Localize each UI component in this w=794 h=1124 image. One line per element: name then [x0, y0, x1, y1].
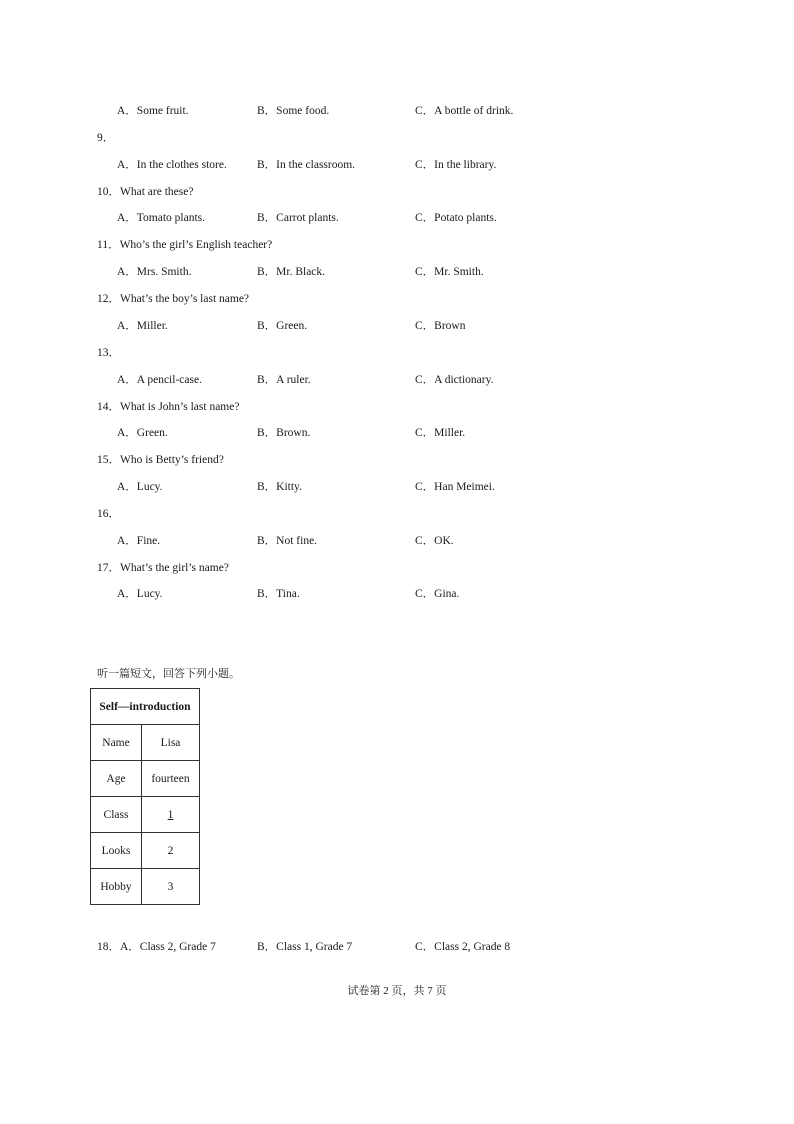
section-instruction: 听一篇短文，回答下列小题。	[97, 667, 240, 680]
q8-option-b: B．Some food.	[257, 105, 330, 117]
question-number: 10．	[97, 186, 120, 198]
question-stem: What is John’s last name?	[120, 401, 240, 413]
table-row	[91, 833, 200, 869]
q17-option-c: C．Gina.	[415, 588, 460, 600]
q12-option-a: A．Miller.	[117, 320, 168, 332]
q16-option-b: B．Not fine.	[257, 535, 318, 547]
table-blank-cell	[142, 797, 200, 833]
question-number: 16．	[97, 508, 120, 520]
self-introduction-table	[90, 688, 200, 905]
q16-option-c: C．OK.	[415, 535, 454, 547]
blank-number: 1	[167, 808, 174, 821]
q17-option-b: B．Tina.	[257, 588, 300, 600]
table-blank-cell: 3	[142, 869, 200, 905]
q8-option-c: C．A bottle of drink.	[415, 105, 514, 117]
q16-option-a: A．Fine.	[117, 535, 161, 547]
table-value-cell: Lisa	[142, 725, 200, 761]
table-row	[91, 797, 200, 833]
question-stem: What are these?	[120, 186, 194, 198]
table-header-row	[91, 689, 200, 725]
q15-option-b: B．Kitty.	[257, 481, 302, 493]
q11-option-b: B．Mr. Black.	[257, 266, 326, 278]
question-number: 17．	[97, 562, 120, 574]
page-footer: 试卷第 2 页，共 7 页	[347, 985, 447, 997]
q12-option-c: C．Brown	[415, 320, 466, 332]
table-row	[91, 869, 200, 905]
table-label-cell: Age	[91, 761, 142, 797]
q10-option-c: C．Potato plants.	[415, 212, 497, 224]
question-stem: What’s the girl’s name?	[120, 562, 229, 574]
table-title: Self—introduction	[91, 689, 200, 725]
q14-option-c: C．Miller.	[415, 427, 466, 439]
q9-option-a: A．In the clothes store.	[117, 159, 227, 171]
q18-option-c: C．Class 2, Grade 8	[415, 941, 511, 953]
q13-option-a: A．A pencil-case.	[117, 374, 202, 386]
question-number: 13．	[97, 347, 120, 359]
question-17	[97, 561, 229, 575]
question-number: 14．	[97, 401, 120, 413]
q18-option-a: 18．A．Class 2, Grade 7	[97, 941, 216, 953]
q11-option-a: A．Mrs. Smith.	[117, 266, 192, 278]
question-11	[97, 238, 272, 252]
table-label-cell: Class	[91, 797, 142, 833]
q9-option-b: B．In the classroom.	[257, 159, 356, 171]
question-9	[97, 131, 114, 145]
q10-option-a: A．Tomato plants.	[117, 212, 205, 224]
table-row	[91, 761, 200, 797]
question-number: 15．	[97, 454, 120, 466]
q18-option-b: B．Class 1, Grade 7	[257, 941, 353, 953]
table-label-cell: Hobby	[91, 869, 142, 905]
table-value-cell: fourteen	[142, 761, 200, 797]
q15-option-a: A．Lucy.	[117, 481, 163, 493]
question-15	[97, 453, 224, 467]
q10-option-b: B．Carrot plants.	[257, 212, 339, 224]
question-stem: Who’s the girl’s English teacher?	[119, 239, 273, 251]
table-blank-cell: 2	[142, 833, 200, 869]
q11-option-c: C．Mr. Smith.	[415, 266, 484, 278]
q17-option-a: A．Lucy.	[117, 588, 163, 600]
question-number: 9．	[97, 132, 115, 144]
q14-option-b: B．Brown.	[257, 427, 311, 439]
table-label-cell: Looks	[91, 833, 142, 869]
question-number: 11．	[97, 239, 120, 251]
question-stem: What’s the boy’s last name?	[120, 293, 250, 305]
question-stem: Who is Betty’s friend?	[120, 454, 224, 466]
question-number: 12．	[97, 293, 120, 305]
question-12	[97, 292, 249, 306]
question-13	[97, 346, 120, 360]
q8-option-a: A．Some fruit.	[117, 105, 189, 117]
table-row	[91, 725, 200, 761]
q13-option-c: C．A dictionary.	[415, 374, 494, 386]
question-10	[97, 185, 193, 199]
question-14	[97, 400, 239, 414]
q14-option-a: A．Green.	[117, 427, 168, 439]
q13-option-b: B．A ruler.	[257, 374, 311, 386]
question-16	[97, 507, 120, 521]
q9-option-c: C．In the library.	[415, 159, 497, 171]
q12-option-b: B．Green.	[257, 320, 308, 332]
q15-option-c: C．Han Meimei.	[415, 481, 495, 493]
table-label-cell: Name	[91, 725, 142, 761]
